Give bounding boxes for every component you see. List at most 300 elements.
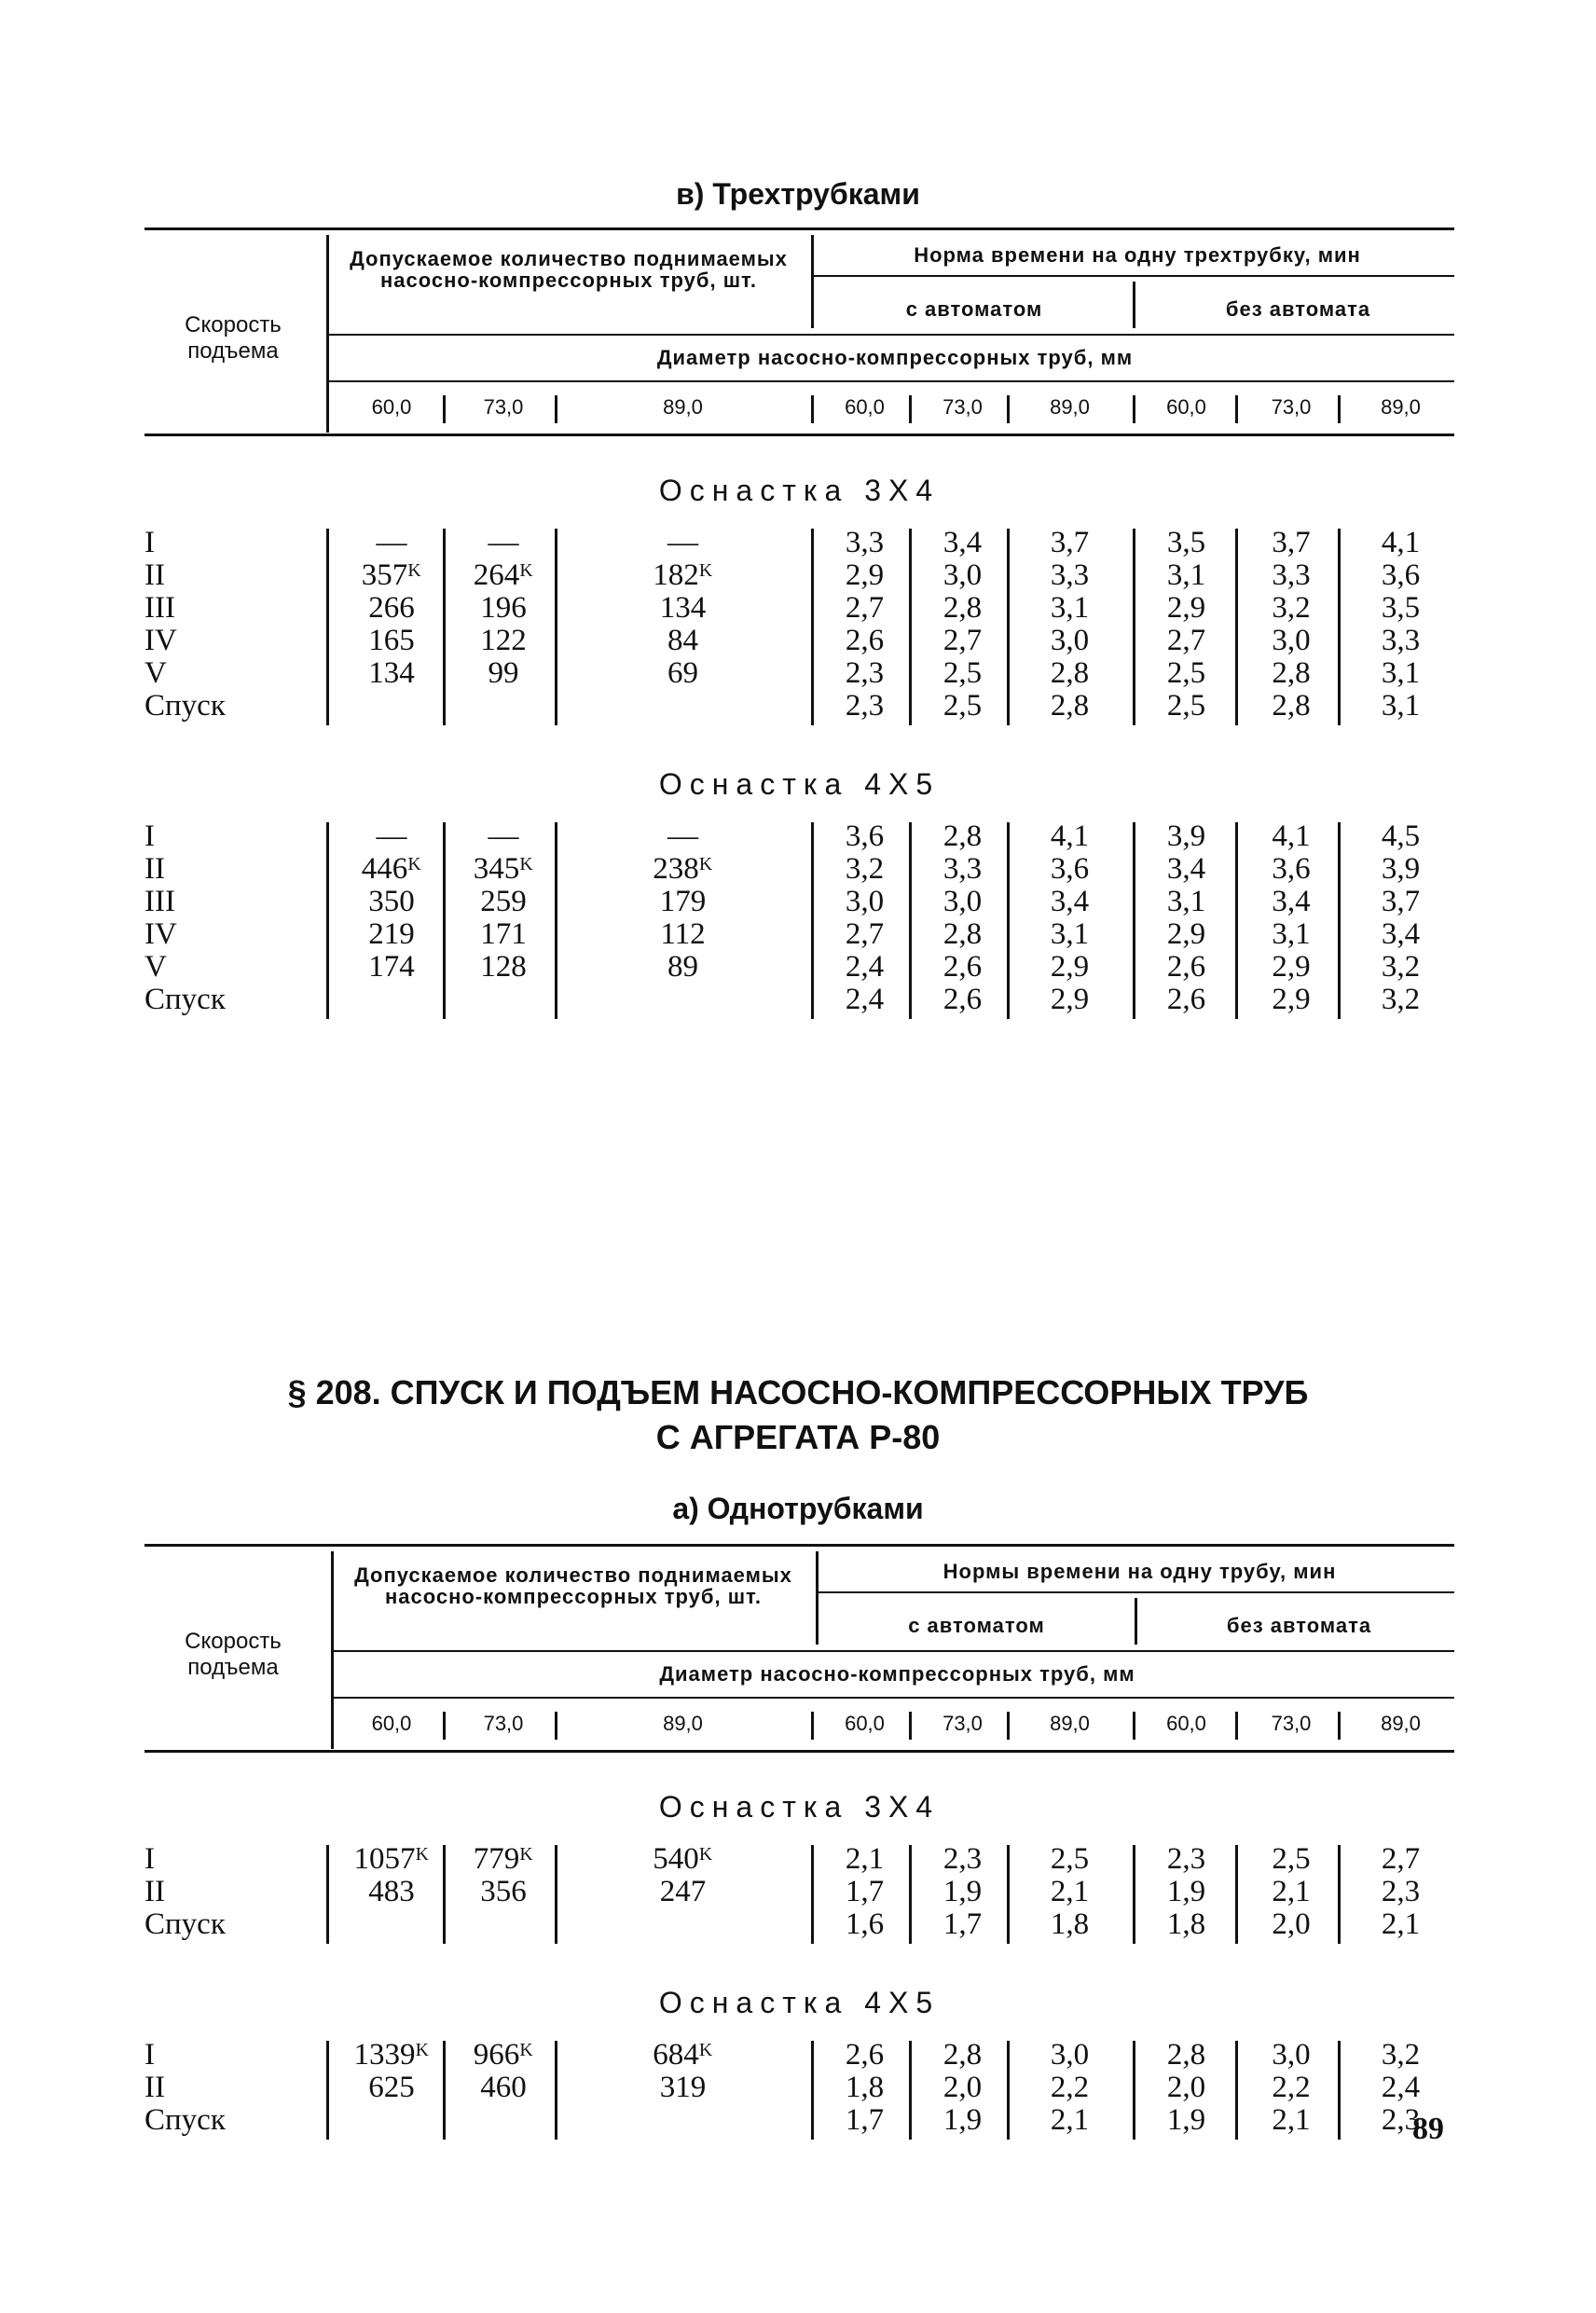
column-divider (443, 822, 446, 1019)
table-cell: 112 (660, 917, 706, 951)
column-divider (443, 1712, 446, 1740)
table-cell: 2,0 (942, 2071, 983, 2104)
table-column (452, 1843, 555, 1941)
table-cell: 2,8 (942, 591, 983, 625)
table-cell: — (667, 526, 698, 559)
table-cell: 2,4 (1381, 2071, 1421, 2104)
column-divider (1007, 2041, 1010, 2140)
table-cell: 3,0 (1272, 624, 1311, 657)
table-column (1016, 820, 1123, 1016)
table-cell: 4,1 (1272, 819, 1311, 853)
column-divider (811, 1845, 814, 1944)
diameter-values-rule (326, 380, 1454, 382)
table-cell: 2,9 (1166, 917, 1206, 951)
data-group (144, 1843, 1454, 1946)
table-column (918, 527, 1007, 723)
diameter-value: 73,0 (483, 395, 524, 419)
table-cell (452, 690, 555, 723)
table-cell: 134 (659, 591, 707, 625)
table-cell: 3,7 (1050, 526, 1090, 559)
table-cell: 3,2 (1381, 983, 1421, 1016)
table-cell (564, 984, 802, 1016)
table-cell: 3,7 (1272, 526, 1311, 559)
table-column (340, 2039, 443, 2137)
speed-label: II (144, 1875, 165, 1908)
table-cell: 3,1 (1381, 656, 1421, 690)
table-cell: 2,6 (1166, 983, 1206, 1016)
table-cell: 3,9 (1166, 819, 1206, 853)
column-divider (1338, 822, 1341, 1019)
diameter-value: 89,0 (1381, 1712, 1421, 1735)
table-column (918, 820, 1007, 1016)
table-column (452, 2039, 555, 2137)
table-cell (340, 1908, 443, 1941)
table-column (1137, 820, 1235, 1016)
diameter-rule (331, 1650, 1454, 1652)
column-divider (1338, 395, 1341, 423)
column-divider (555, 2041, 557, 2140)
column-divider (909, 1845, 912, 1944)
column-divider (443, 2041, 446, 2140)
top-rule (144, 1544, 1454, 1547)
table-cell: 4,5 (1381, 819, 1421, 853)
table-cell: 2,7 (845, 917, 885, 951)
table-cell: 2,3 (1381, 1875, 1421, 1908)
table-cell: 3,3 (1272, 558, 1311, 592)
with-auto-header: с автоматом (908, 1614, 1045, 1637)
speed-label: V (144, 950, 167, 984)
table-cell: 3,1 (1166, 558, 1206, 592)
header-bottom-rule (144, 434, 1454, 436)
table-cell: 3,0 (1050, 624, 1090, 657)
speed-labels (144, 527, 226, 723)
speed-header: Скорость подъема (185, 1629, 282, 1680)
table-cell: 1,7 (845, 1875, 885, 1908)
column-divider (443, 395, 446, 423)
table-cell: 2,7 (845, 591, 885, 625)
table-cell: 3,2 (1381, 2038, 1421, 2072)
table-cell: 1,9 (942, 1875, 983, 1908)
section-heading-line2: С АГРЕГАТА Р-80 (655, 1418, 941, 1456)
column-divider (326, 1845, 329, 1944)
table-cell: 182ᴷ (653, 558, 713, 592)
diameter-value: 60,0 (845, 395, 885, 419)
table-cell: 3,3 (942, 852, 983, 886)
table-cell: 219 (368, 917, 415, 951)
table-cell: 3,0 (942, 558, 983, 592)
table-cell: 2,8 (1166, 2038, 1206, 2072)
column-divider (1235, 1845, 1238, 1944)
table-cell: 247 (659, 1875, 707, 1908)
table-column (564, 527, 802, 723)
table-cell: 2,7 (1166, 624, 1206, 657)
table-cell: 2,5 (1166, 689, 1206, 723)
speed-label: IV (144, 624, 177, 657)
table-cell: 3,4 (942, 526, 983, 559)
table-cell: 446ᴷ (361, 852, 422, 886)
diameter-value: 60,0 (1166, 1712, 1206, 1735)
table-cell: 3,1 (1272, 917, 1311, 951)
column-divider (1133, 1845, 1135, 1944)
column-divider (1235, 2041, 1238, 2140)
table-cell: 3,3 (845, 526, 885, 559)
table-cell: 2,8 (1050, 689, 1090, 723)
table-cell: 2,6 (845, 2038, 885, 2072)
data-group (144, 527, 1454, 727)
table-cell: 2,1 (845, 1842, 885, 1876)
table-cell (564, 690, 802, 723)
table-column (1347, 527, 1454, 723)
without-auto-header: без автомата (1226, 1614, 1372, 1637)
table-cell: 2,9 (1166, 591, 1206, 625)
column-divider (1338, 1845, 1341, 1944)
table-cell: 2,8 (1272, 656, 1311, 690)
table-cell: 3,6 (1381, 558, 1421, 592)
table-cell: 2,1 (1272, 2103, 1311, 2137)
table-cell (564, 2104, 802, 2137)
table-cell: 1,7 (942, 1907, 983, 1941)
table-cell: 3,9 (1381, 852, 1421, 886)
table-cell: 2,9 (845, 558, 885, 592)
table-cell: 684ᴷ (653, 2038, 713, 2072)
table-cell: 2,2 (1272, 2071, 1311, 2104)
table-cell: 2,6 (845, 624, 885, 657)
column-divider (555, 1712, 557, 1740)
column-divider (1235, 1712, 1238, 1740)
speed-label: I (144, 526, 155, 559)
column-divider (1007, 1845, 1010, 1944)
speed-label: Спуск (144, 2103, 226, 2137)
table-cell: — (488, 526, 519, 559)
column-divider (1133, 2041, 1135, 2140)
table-column (820, 1843, 909, 1941)
speed-label: III (144, 591, 175, 625)
table-cell: 3,4 (1272, 885, 1311, 918)
table-cell: 4,1 (1381, 526, 1421, 559)
speed-label: II (144, 2071, 165, 2104)
speed-label: III (144, 885, 175, 918)
group-title: Оснастка 4Х5 (658, 767, 941, 801)
speed-labels (144, 1843, 226, 1941)
table-cell: — (488, 819, 519, 853)
diameter-value: 89,0 (1050, 395, 1090, 419)
speed-header: Скорость подъема (185, 312, 282, 364)
diameter-values-row (144, 393, 1454, 425)
table-cell: 99 (488, 656, 519, 690)
table-cell: 1,8 (1166, 1907, 1206, 1941)
table-cell: 3,2 (1272, 591, 1311, 625)
column-divider (1338, 1712, 1341, 1740)
table-column (918, 2039, 1007, 2137)
table-cell: 2,4 (845, 950, 885, 984)
table-a-caption: а) Однотрубками (672, 1492, 924, 1525)
diameter-value: 89,0 (1381, 395, 1421, 419)
column-divider (1007, 822, 1010, 1019)
speed-label: Спуск (144, 1907, 226, 1941)
allowed-count-header: Допускаемое количество поднимаемых насосно-компрессорных труб, шт. (350, 247, 788, 292)
column-divider (909, 2041, 912, 2140)
speed-labels (144, 2039, 226, 2137)
table-column (452, 820, 555, 1016)
table-cell: 483 (368, 1875, 415, 1908)
table-cell: 3,1 (1050, 917, 1090, 951)
table-cell: 345ᴷ (473, 852, 534, 886)
column-divider (909, 529, 912, 725)
table-column (1137, 527, 1235, 723)
speed-label: V (144, 656, 167, 690)
without-auto-header: без автомата (1225, 297, 1371, 321)
table-column (1137, 1843, 1235, 1941)
diameter-value: 60,0 (1166, 395, 1206, 419)
table-cell: 1,7 (845, 2103, 885, 2137)
table-cell: 3,5 (1381, 591, 1421, 625)
table-cell: — (376, 819, 407, 853)
diameter-header: Диаметр насосно-компрессорных труб, мм (659, 1662, 1135, 1686)
table-cell: 2,5 (1272, 1842, 1311, 1876)
table-cell: 2,1 (1050, 1875, 1090, 1908)
norm-rule (816, 1591, 1454, 1593)
table-cell: 350 (368, 885, 415, 918)
table-cell: 179 (659, 885, 707, 918)
table-v-caption: в) Трехтрубками (676, 177, 920, 211)
table-column (1016, 527, 1123, 723)
header-bottom-rule (144, 1750, 1454, 1753)
table-column (820, 2039, 909, 2137)
column-divider (1235, 822, 1238, 1019)
table-cell: 3,7 (1381, 885, 1421, 918)
column-divider (1235, 395, 1238, 423)
diameter-values-row (144, 1710, 1454, 1742)
table-cell: 174 (368, 950, 415, 984)
speed-label: II (144, 852, 165, 886)
table-cell (452, 2104, 555, 2137)
table-cell: 2,9 (1050, 950, 1090, 984)
column-divider (326, 2041, 329, 2140)
table-cell: 3,4 (1381, 917, 1421, 951)
table-column (340, 527, 443, 723)
column-divider (326, 822, 329, 1019)
table-cell: 357ᴷ (361, 558, 422, 592)
table-cell: 266 (368, 591, 415, 625)
table-cell: 2,4 (845, 983, 885, 1016)
table-cell: 2,9 (1272, 950, 1311, 984)
header-divider (1133, 282, 1135, 328)
table-cell: 3,2 (1381, 950, 1421, 984)
table-cell: 2,1 (1272, 1875, 1311, 1908)
column-divider (326, 529, 329, 725)
norm-rule (811, 275, 1454, 277)
table-cell: 1057ᴷ (353, 1842, 430, 1876)
table-cell: 2,5 (942, 689, 983, 723)
table-cell: 1,9 (1166, 2103, 1206, 2137)
column-divider (1338, 529, 1341, 725)
table-cell: 1,9 (942, 2103, 983, 2137)
table-column (820, 527, 909, 723)
table-cell: 3,4 (1050, 885, 1090, 918)
table-column (1245, 2039, 1338, 2137)
table-cell: 2,3 (845, 689, 885, 723)
table-cell: 238ᴷ (653, 852, 713, 886)
diameter-value: 89,0 (663, 395, 703, 419)
table-cell: 3,3 (1050, 558, 1090, 592)
table-cell: 2,6 (942, 983, 983, 1016)
table-column (918, 1843, 1007, 1941)
table-cell: 3,0 (845, 885, 885, 918)
top-rule (144, 227, 1454, 230)
table-cell: 2,9 (1272, 983, 1311, 1016)
table-cell: 1,6 (845, 1907, 885, 1941)
table-cell: 3,6 (1272, 852, 1311, 886)
table-column (1347, 1843, 1454, 1941)
table-cell: 3,1 (1381, 689, 1421, 723)
table-cell: 3,4 (1166, 852, 1206, 886)
table-cell: 3,1 (1050, 591, 1090, 625)
with-auto-header: с автоматом (905, 297, 1043, 321)
table-cell: 2,3 (1166, 1842, 1206, 1876)
table-cell: 2,5 (942, 656, 983, 690)
table-a (144, 1540, 1454, 2155)
column-divider (811, 1712, 814, 1740)
speed-label: II (144, 558, 165, 592)
table-cell: 460 (480, 2071, 527, 2104)
table-cell: 196 (480, 591, 527, 625)
diameter-value: 73,0 (1271, 1712, 1312, 1735)
table-cell: 2,0 (1272, 1907, 1311, 1941)
table-column (1245, 527, 1338, 723)
diameter-value: 60,0 (371, 395, 412, 419)
table-cell: 625 (368, 2071, 415, 2104)
table-cell: 1339ᴷ (353, 2038, 430, 2072)
diameter-rule (326, 334, 1454, 336)
column-divider (909, 395, 912, 423)
speed-labels (144, 820, 226, 1016)
column-divider (1235, 529, 1238, 725)
table-cell (452, 984, 555, 1016)
table-cell: 356 (480, 1875, 527, 1908)
table-cell: 2,3 (942, 1842, 983, 1876)
table-cell: 2,8 (942, 917, 983, 951)
speed-label: I (144, 2038, 155, 2072)
column-divider (1133, 529, 1135, 725)
table-cell: 128 (480, 950, 527, 984)
table-cell: 134 (368, 656, 415, 690)
speed-label: IV (144, 917, 177, 951)
table-column (1016, 1843, 1123, 1941)
speed-label: Спуск (144, 689, 226, 723)
speed-label: Спуск (144, 983, 226, 1016)
group-title: Оснастка 4Х5 (658, 1986, 941, 2019)
table-cell: 540ᴷ (653, 1842, 713, 1876)
column-divider (555, 1845, 557, 1944)
diameter-value: 73,0 (942, 1712, 983, 1735)
table-cell: 3,0 (1272, 2038, 1311, 2072)
table-cell: 84 (667, 624, 698, 657)
diameter-value: 89,0 (663, 1712, 703, 1735)
table-column (1347, 820, 1454, 1016)
column-divider (555, 395, 557, 423)
table-cell: 264ᴷ (473, 558, 534, 592)
table-cell: 2,8 (942, 2038, 983, 2072)
table-cell (340, 984, 443, 1016)
table-cell: 2,3 (1381, 2103, 1421, 2137)
table-cell: 2,8 (1272, 689, 1311, 723)
data-group (144, 2039, 1454, 2141)
table-cell: 3,6 (1050, 852, 1090, 886)
group-title: Оснастка 3Х4 (658, 474, 941, 507)
column-divider (443, 529, 446, 725)
table-column (1137, 2039, 1235, 2137)
table-column (564, 2039, 802, 2137)
table-cell: 3,0 (1050, 2038, 1090, 2072)
column-divider (555, 529, 557, 725)
table-cell: 171 (480, 917, 527, 951)
column-divider (811, 529, 814, 725)
table-cell: 3,2 (845, 852, 885, 886)
table-column (820, 820, 909, 1016)
table-cell: — (667, 819, 698, 853)
table-cell: 2,8 (942, 819, 983, 853)
table-cell: 966ᴷ (473, 2038, 534, 2072)
table-cell: 2,5 (1050, 1842, 1090, 1876)
table-cell (340, 690, 443, 723)
table-cell: 2,0 (1166, 2071, 1206, 2104)
table-cell: 2,7 (1381, 1842, 1421, 1876)
column-divider (1007, 395, 1010, 423)
table-cell: 122 (480, 624, 527, 657)
column-divider (811, 2041, 814, 2140)
table-column (340, 1843, 443, 1941)
table-v (144, 224, 1454, 1026)
table-cell (564, 1908, 802, 1941)
table-cell: 2,5 (1166, 656, 1206, 690)
column-divider (811, 395, 814, 423)
table-cell (452, 1908, 555, 1941)
table-cell: 89 (667, 950, 698, 984)
speed-label: I (144, 819, 155, 853)
table-cell: 2,1 (1381, 1907, 1421, 1941)
table-cell: 259 (480, 885, 527, 918)
norm-header: Нормы времени на одну трубу, мин (942, 1560, 1337, 1583)
table-column (564, 820, 802, 1016)
table-cell: 165 (368, 624, 415, 657)
table-column (1245, 1843, 1338, 1941)
table-cell: 2,6 (1166, 950, 1206, 984)
diameter-value: 60,0 (845, 1712, 885, 1735)
column-divider (1133, 1712, 1135, 1740)
table-column (1016, 2039, 1123, 2137)
norm-header: Норма времени на одну трехтрубку, мин (914, 243, 1361, 267)
table-cell: 2,9 (1050, 983, 1090, 1016)
table-cell: 319 (659, 2071, 707, 2104)
table-cell: 3,5 (1166, 526, 1206, 559)
table-cell: 2,2 (1050, 2071, 1090, 2104)
column-divider (909, 822, 912, 1019)
table-cell: 1,9 (1166, 1875, 1206, 1908)
column-divider (909, 1712, 912, 1740)
table-cell: 69 (667, 656, 698, 690)
header-divider (811, 235, 814, 328)
table-cell: 3,6 (845, 819, 885, 853)
table-cell: 779ᴷ (473, 1842, 534, 1876)
header-divider (1135, 1598, 1137, 1645)
table-column (452, 527, 555, 723)
table-cell (340, 2104, 443, 2137)
column-divider (1007, 1712, 1010, 1740)
column-divider (1133, 395, 1135, 423)
table-cell: 2,6 (942, 950, 983, 984)
table-cell: 2,3 (845, 656, 885, 690)
table-cell: 3,1 (1166, 885, 1206, 918)
